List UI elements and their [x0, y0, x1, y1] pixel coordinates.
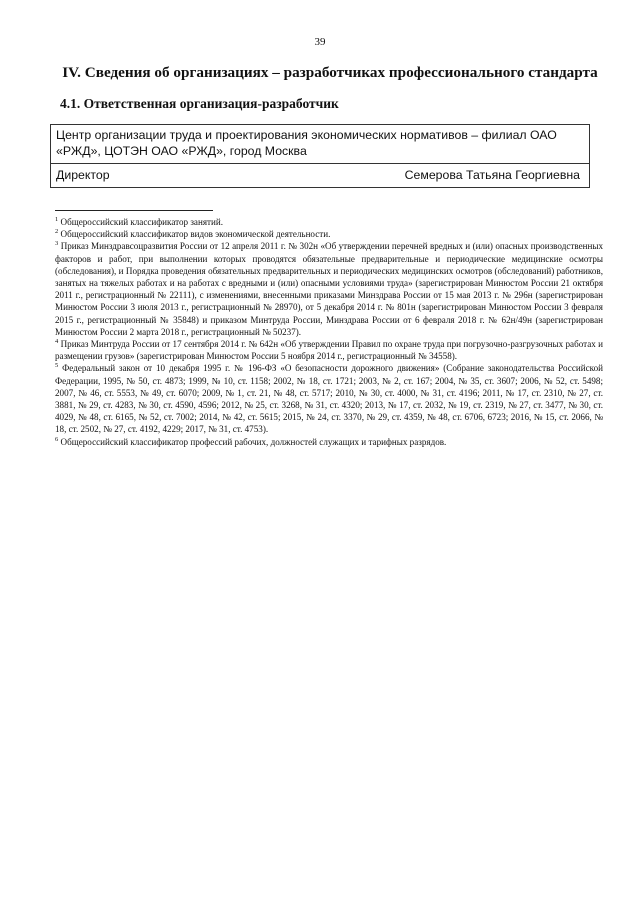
- footnote: [55, 436, 603, 448]
- footnote-text: Общероссийский классификатор видов экономической деятельности.: [60, 229, 331, 240]
- footnote: [55, 362, 603, 435]
- section-title: IV. Сведения об организациях – разработчиках профессионального стандарта: [62, 64, 598, 81]
- footnote-text: Приказ Минтруда России от 17 сентября 2014 г. № 642н «Об утверждении Правил по охране труда при погрузочно-разгрузочных работах и размещении грузов» (зарегистрирован Минюстом России 5 ноября 2014 г., регистрационный № 34558).: [55, 339, 603, 362]
- footnote-number: 5: [55, 362, 59, 370]
- footnote-number: 6: [55, 435, 59, 443]
- footnote-text: Общероссийский классификатор профессий рабочих, должностей служащих и тарифных разрядов.: [60, 436, 447, 447]
- footnote: [55, 338, 603, 362]
- organization-table: [50, 124, 590, 188]
- organization-name-cell: [51, 125, 590, 164]
- page-number: 39: [314, 36, 326, 48]
- organization-head-row: [51, 164, 590, 188]
- footnote-text: Федеральный закон от 10 декабря 1995 г. № 196-ФЗ «О безопасности дорожного движения» (Собрание законодательства Российской Федерации, 1995, № 50, ст. 4873; 1999, № 10, ст. 1158; 2002, № 18, ст. 1721; 2003, № 2, ст. 167; 2004, № 35, ст. 3607; 2006, № 52, ст. 5498; 2007, № 46, ст. 5553, № 49, ст. 6070; 2009, № 1, ст. 21, № 48, ст. 5717; 2010, № 30, ст. 4000, № 31, ст. 4196; 2011, № 17, ст. 2310, № 27, ст. 3881, № 29, ст. 4283, № 30, ст. 4590, 4596; 2012, № 25, ст. 3268, № 31, ст. 4320; 2013, № 17, ст. 2032, № 19, ст. 2319, № 27, ст. 3477, № 30, ст. 4029, № 48, ст. 6165, № 52, ст. 7002; 2014, № 42, ст. 5615; 2015, № 24, ст. 3370, № 29, ст. 4359, № 48, ст. 6706, 6723; 2016, № 15, ст. 2066, № 18, ст. 2502, № 27, ст. 4192, 4229; 2017, № 31, ст. 4753).: [55, 363, 604, 435]
- organization-name-row: [51, 125, 590, 164]
- footnote-number: 3: [55, 240, 59, 248]
- organization-head-cell: [51, 164, 590, 188]
- organization-name: Центр организации труда и проектирования экономических нормативов – филиал ОАО «РЖД», ЦОТЭН ОАО «РЖД», город Москва: [56, 128, 557, 158]
- footnote-text: Приказ Минздравсоцразвития России от 12 апреля 2011 г. № 302н «Об утверждении перечней вредных и (или) опасных производственных факторов и работ, при выполнении которых проводятся обязательные предварительные и периодические медицинские осмотры (обследования), и Порядка проведения обязательных предварительных и периодических медицинских осмотров (обследований) работников, занятых на тяжелых работах и на работах с вредными и (или) опасными условиями труда» (зарегистрирован Минюстом России 21 октября 2011 г., регистрационный № 22111), с изменениями, внесенными приказами Минздрава России от 15 мая 2013 г. № 296н (зарегистрирован Минюстом России 3 июля 2013 г., регистрационный № 28970), от 5 декабря 2014 г. № 801н (зарегистрирован Минюстом России 3 февраля 2015 г., регистрационный № 35848) и приказом Минтруда России, Минздрава России от 6 февраля 2018 г. № 62н/49н (зарегистрирован Минюстом России 2 марта 2018 г., регистрационный № 50237).: [55, 241, 603, 337]
- footnote-number: 2: [55, 228, 59, 236]
- head-position: Директор: [56, 168, 110, 182]
- footnotes: [55, 216, 603, 448]
- footnote-text: Общероссийский классификатор занятий.: [60, 217, 224, 227]
- footnote-separator: [55, 210, 213, 211]
- footnote: [55, 240, 603, 338]
- footnote: [55, 228, 603, 240]
- footnote: [55, 216, 603, 228]
- footnote-number: 1: [55, 215, 59, 223]
- footnote-number: 4: [55, 338, 59, 345]
- head-person-name: Семерова Татьяна Георгиевна: [404, 168, 580, 182]
- subsection-title: 4.1. Ответственная организация-разработчик: [60, 96, 339, 111]
